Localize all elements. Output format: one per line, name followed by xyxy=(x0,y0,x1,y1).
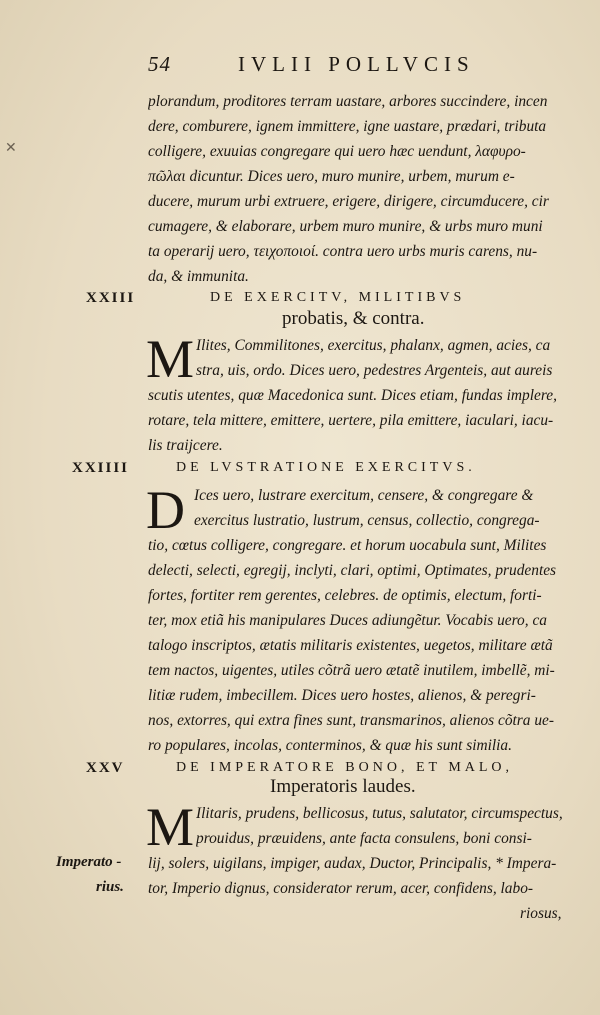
text-line: lis traijcere. xyxy=(148,437,223,454)
section-title: DE LVSTRATIONE EXERCITVS. xyxy=(176,460,476,475)
text-line: lij, solers, uigilans, impiger, audax, Ductor, Principalis, * Impera- xyxy=(148,855,557,872)
text-line: delecti, selecti, egregij, inclyti, clari, optimi, Optimates, prudentes xyxy=(148,562,557,579)
text-line: riosus, xyxy=(520,905,562,922)
text-line: ro populares, incolas, conterminos, & quæ his sunt similia. xyxy=(148,737,512,754)
text-line: talogo inscriptos, ætatis militaris existentes, uegetos, militare ætã xyxy=(148,637,553,654)
drop-cap: M xyxy=(146,797,195,857)
text-line: tor, Imperio dignus, considerator rerum, acer, confidens, labo- xyxy=(148,880,534,897)
margin-note: Imperato - xyxy=(56,854,122,870)
text-line: ta operarij uero, τειχοποιοί. contra uero urbs muris carens, nu- xyxy=(148,243,538,260)
section-title: DE EXERCITV, MILITIBVS xyxy=(210,290,466,305)
text-line: dere, comburere, ignem immittere, igne uastare, prædari, tributa xyxy=(148,118,547,135)
text-line: cumagere, & elaborare, urbem muro munire, & urbs muro muni xyxy=(148,218,543,235)
text-line: prouidus, præuidens, ante facta consulens, boni consi- xyxy=(196,830,532,847)
margin-mark-icon: ✕ xyxy=(5,141,17,156)
section-title: DE IMPERATORE BONO, ET MALO, xyxy=(176,760,514,775)
text-line: πῶλαι dicuntur. Dices uero, muro munire, urbem, murum e- xyxy=(148,168,515,185)
page-header xyxy=(148,52,528,82)
text-line: ducere, murum urbi extruere, erigere, dirigere, circumducere, cir xyxy=(148,193,549,210)
running-title: IVLII POLLVCIS xyxy=(238,52,475,76)
text-line: da, & immunita. xyxy=(148,268,249,285)
text-line: colligere, exuuias congregare qui uero hæc uendunt, λαφυρο- xyxy=(148,143,526,160)
section-number: XXV xyxy=(86,760,125,776)
section-subtitle: probatis, & contra. xyxy=(282,308,425,329)
text-line: rotare, tela mittere, emittere, uertere, pila emittere, iaculari, iacu- xyxy=(148,412,554,429)
drop-cap: M xyxy=(146,329,195,389)
text-line: ter, mox etiã his manipulares Duces adiungẽtur. Vocabis uero, ca xyxy=(148,612,547,629)
page-number: 54 xyxy=(148,52,171,76)
text-line: tio, cœtus colligere, congregare. et horum uocabula sunt, Milites xyxy=(148,537,547,554)
margin-note: rius. xyxy=(96,879,124,895)
section-number: XXIII xyxy=(86,290,136,306)
text-line: Ices uero, lustrare exercitum, censere, & congregare & xyxy=(194,487,534,504)
text-line: scutis utentes, quæ Macedonica sunt. Dices etiam, fundas implere, xyxy=(148,387,557,404)
text-line: stra, uis, ordo. Dices uero, pedestres Argenteis, aut aureis xyxy=(196,362,553,379)
text-line: exercitus lustratio, lustrum, census, collectio, congrega- xyxy=(194,512,540,529)
text-line: Ilites, Commilitones, exercitus, phalanx, agmen, acies, ca xyxy=(196,337,551,354)
text-line: Ilitaris, prudens, bellicosus, tutus, salutator, circumspectus, xyxy=(196,805,563,822)
drop-cap: D xyxy=(146,480,185,540)
text-line: nos, extorres, qui extra fines sunt, transmarinos, alienos cõtra ue- xyxy=(148,712,554,729)
text-line: fortes, fortiter rem gerentes, celebres. de optimis, electum, forti- xyxy=(148,587,542,604)
section-subtitle: Imperatoris laudes. xyxy=(270,776,416,797)
text-line: litiæ rudem, imbecillem. Dices uero hostes, alienos, & peregri- xyxy=(148,687,536,704)
text-line: plorandum, proditores terram uastare, arbores succindere, incen xyxy=(148,93,548,110)
section-number: XXIIII xyxy=(72,460,130,476)
text-line: tem nactos, uigentes, utiles cõtrã uero ætatẽ inutilem, imbellẽ, mi- xyxy=(148,662,555,679)
